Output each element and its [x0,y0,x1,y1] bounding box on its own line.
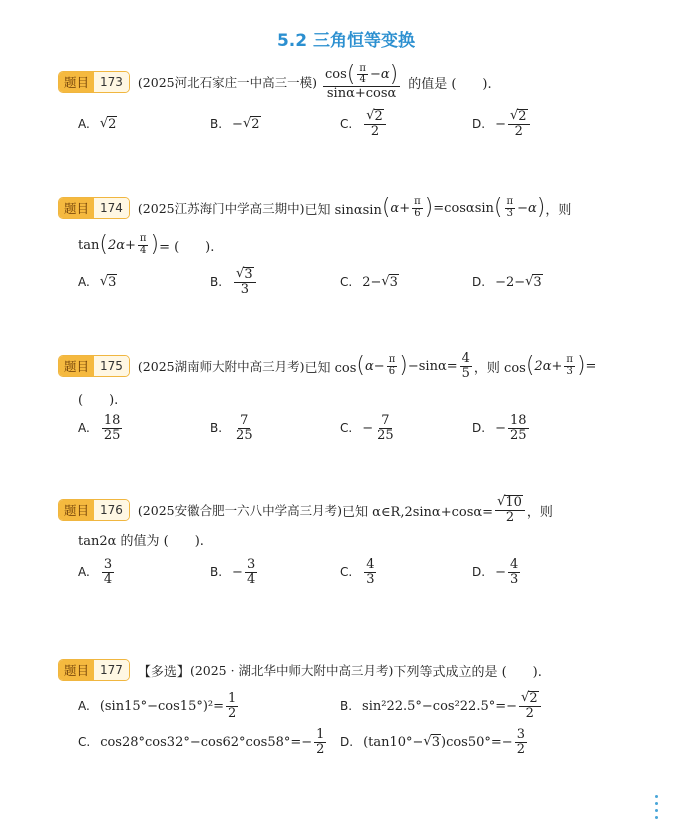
problem-173-stem [58,62,492,102]
option-a: A. √ 3 [78,274,117,290]
problem-badge: 题目 175 [58,355,130,377]
option-c: C. $\frac{4}{3}$ [340,556,375,587]
option-d: D. − $\frac{4}{3}$ [472,556,519,587]
option-c: C. cos28°cos32°−cos62°cos58°=− $\frac{1}{2}$ [78,726,325,757]
problem-badge: 题目 173 [58,71,130,93]
problem-174-stem: 题目 174 (2025江苏海门中学高三期中) 已知 sinαsin ( α+ $\frac{\pi}{6}$ ) =cosαsin ( $\frac{\pi}{3}$ −α ) ，则 [58,193,571,223]
problem-175-line2: ( ). [78,392,119,408]
problem-174-line2: tan ( 2α+ $\frac{\pi}{4}$ ) = ( ). [78,232,215,257]
option-a: A. (sin15°−cos15°)²= $\frac{1}{2}$ [78,690,237,721]
problem-176-line2: tan2α 的值为 ( ). [78,533,204,549]
option-d: D. − √ 2 2 [472,104,532,144]
problem-badge: 题目 174 [58,197,130,219]
option-c: C. √ 2 2 [340,104,388,144]
option-b: B. √ 3 3 [210,262,258,302]
page-edge-dots [655,795,659,823]
page-title: 5.2 三角恒等变换 [276,31,416,51]
option-b: B. $\frac{7}{25}$ [210,412,253,443]
option-d: D. − $\frac{18}{25}$ [472,412,527,443]
option-c: C. − $\frac{7}{25}$ [340,412,394,443]
option-a: A. $\frac{18}{25}$ [78,412,121,443]
option-d: D. (tan10°− √ 3 )cos50°=− $\frac{3}{2}$ [340,726,525,757]
option-c: C. 2− √ 3 [340,274,398,290]
multi-select-tag: 【多选】 [137,664,190,680]
problem-badge: 题目 176 [58,499,130,521]
option-b: B. − √ 2 [210,116,260,132]
option-d: D. −2− √ 3 [472,274,542,290]
option-b: B. sin²22.5°−cos²22.5°=− √ 2 2 [340,686,543,726]
problem-177-stem: 题目 177 【多选】 (2025 · 湖北华中师大附中高三月考) 下列等式成立的是 ( ). [58,658,542,682]
option-a: A. √ 2 [78,116,117,132]
problem-176-stem: 题目 176 (2025安徽合肥一六八中学高三月考) 已知 α∈R,2sinα+cosα= √ 10 2 ，则 [58,492,553,528]
problem-fraction: cos ( $\frac{\pi}{4}$ −α ) sinα+cosα [325,61,399,101]
problem-stem-tail: 的值是 ( ). [408,76,492,92]
problem-source: (2025河北石家庄一中高三一模) [137,75,317,90]
problem-175-stem: 题目 175 (2025湖南师大附中高三月考) 已知 cos ( α− $\frac{\pi}{6}$ ) −sinα= $\frac{4}{5}$ ，则 cos ( 2α+ $\frac{\pi}{3}$ ) = [58,351,596,381]
option-b: B. − $\frac{3}{4}$ [210,556,256,587]
option-a: A. $\frac{3}{4}$ [78,556,113,587]
problem-badge: 题目 177 [58,659,130,681]
